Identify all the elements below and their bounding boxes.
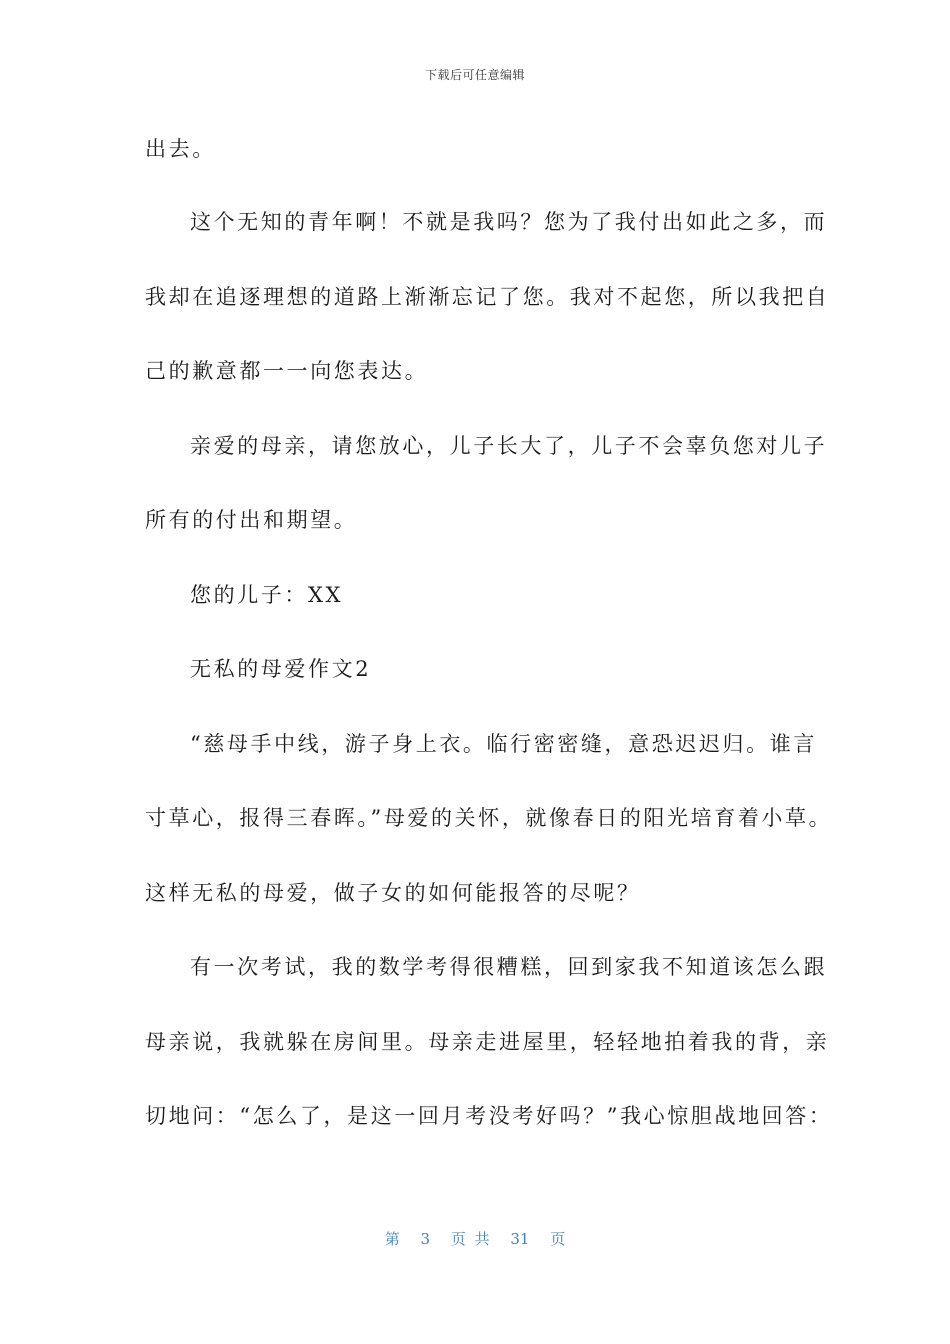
text-line: 这个无知的青年啊！不就是我吗？您为了我付出如此之多，而 <box>190 210 828 234</box>
text-line: 切地问：“怎么了，是这一回月考没考好吗？”我心惊胆战地回答： <box>145 1104 833 1128</box>
page-number: 3 <box>420 1230 431 1248</box>
text-line: 寸草心，报得三春晖。”母爱的关怀，就像春日的阳光培育着小草。 <box>145 806 833 830</box>
text-line: 出去。 <box>145 137 216 161</box>
text-line: “慈母手中线，游子身上衣。临行密密缝，意恐迟迟归。谁言 <box>190 732 817 756</box>
page-mid: 页 共 <box>450 1230 490 1248</box>
page-prefix: 第 <box>384 1230 400 1248</box>
text-line: 我却在追逐理想的道路上渐渐忘记了您。我对不起您，所以我把自 <box>145 285 830 309</box>
text-line: 所有的付出和期望。 <box>145 508 358 532</box>
text-line: 有一次考试，我的数学考得很糟糕，回到家我不知道该怎么跟 <box>190 955 828 979</box>
page-suffix: 页 <box>550 1230 566 1248</box>
text-line: 亲爱的母亲，请您放心，儿子长大了，儿子不会辜负您对儿子 <box>190 434 828 458</box>
signature-line: 您的儿子：XX <box>190 583 344 607</box>
page-footer <box>0 1228 950 1249</box>
text-line: 这样无私的母爱，做子女的如何能报答的尽呢？ <box>145 881 641 905</box>
text-line: 母亲说，我就躲在房间里。母亲走进屋里，轻轻地拍着我的背，亲 <box>145 1030 830 1054</box>
page-header: 下载后可任意编辑 <box>424 68 525 82</box>
section-title: 无私的母爱作文2 <box>190 657 372 681</box>
text-line: 己的歉意都一一向您表达。 <box>145 359 429 383</box>
page-total: 31 <box>510 1230 530 1248</box>
